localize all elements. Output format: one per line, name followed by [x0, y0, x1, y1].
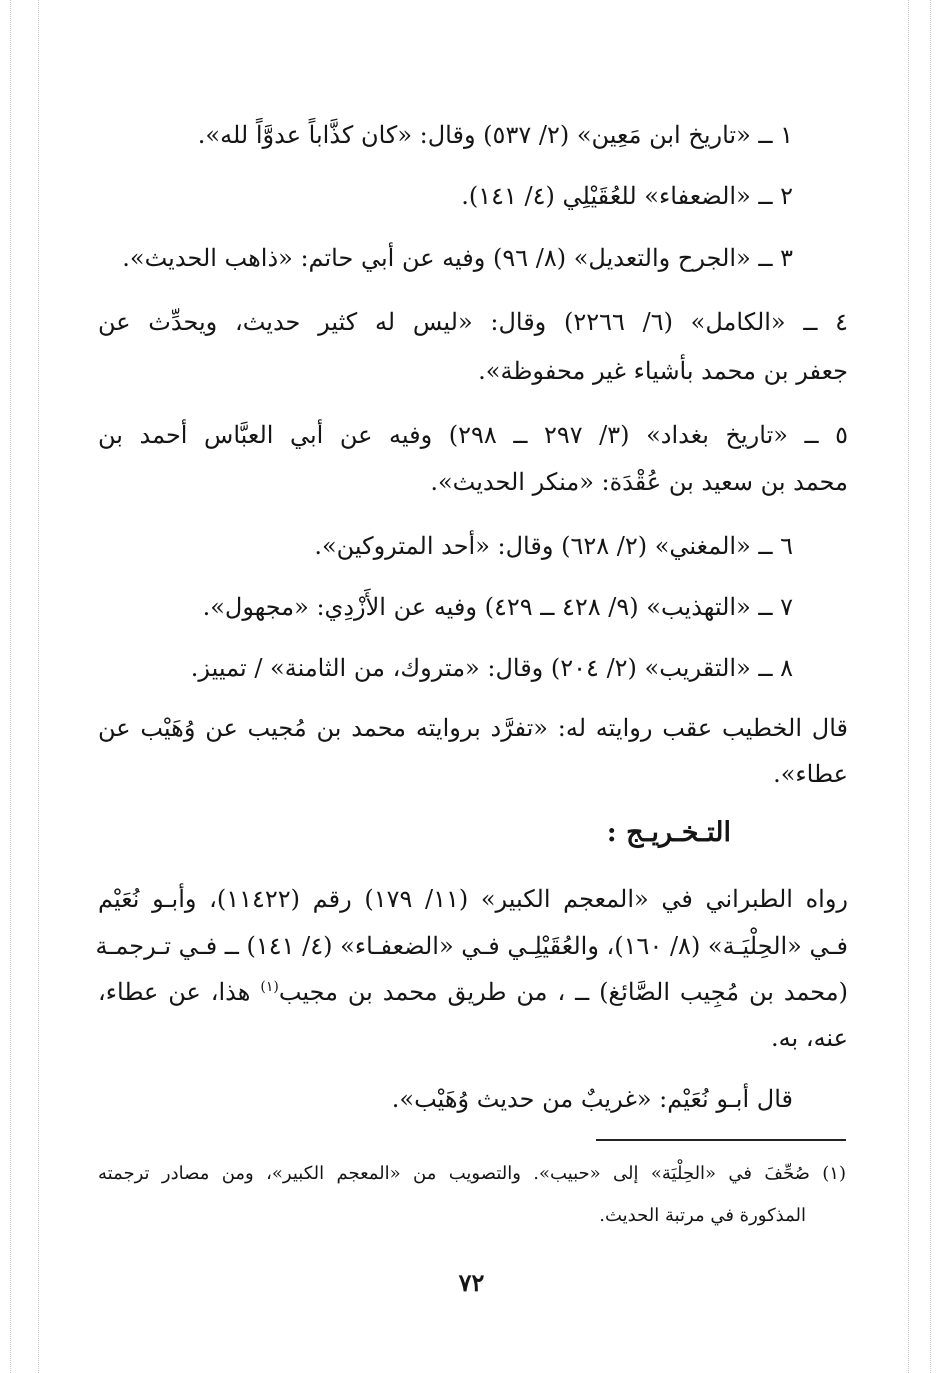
source-text: «المغني» (٢/ ٦٢٨) وقال: «أحد المتروكين». [314, 532, 751, 560]
source-item-6 [314, 531, 793, 561]
source-text: «الضعفاء» للعُقَيْلِي (٤/ ١٤١). [461, 182, 751, 210]
takhrij-text: هذا، عن عطاء، [98, 978, 261, 1006]
margin-guide [10, 0, 11, 1373]
source-number: ٧ ــ [758, 593, 793, 621]
takhrij-line [98, 977, 848, 1007]
source-number: ٦ ــ [758, 532, 793, 560]
source-item-5 [98, 420, 848, 450]
source-number: ١ ــ [758, 121, 793, 149]
source-number: ٣ ــ [758, 244, 793, 272]
source-text: «التقريب» (٢/ ٢٠٤) وقال: «متروك، من الثامنة» / تمييز. [190, 654, 751, 682]
source-text: «الجرح والتعديل» (٨/ ٩٦) وفيه عن أبي حاتم: «ذاهب الحديث». [122, 244, 751, 272]
section-heading: التـخـريـج : [606, 817, 731, 848]
khatib-note-continuation: عطاء». [773, 760, 848, 788]
abu-nuaym-quote: قال أبـو نُعَيْم: «غريبٌ من حديث وُهَيْب». [391, 1085, 793, 1113]
footnote-divider [596, 1139, 846, 1141]
source-item-4 [98, 307, 848, 337]
source-number: ٤ ــ [803, 308, 848, 336]
footnote-line: (١) صُحِّفَ في «الحِلْيَة» إلى «حبيب». والتصويب من «المعجم الكبير»، ومن مصادر ترجمته [98, 1163, 846, 1184]
source-text: «تاريخ بغداد» (٣/ ٢٩٧ ــ ٢٩٨) وفيه عن أبي العبَّاس أحمد بن [98, 421, 788, 449]
source-number: ٥ ــ [804, 421, 849, 449]
margin-guide [38, 0, 39, 1373]
margin-guide [930, 0, 931, 1373]
page-number: ٧٢ [458, 1268, 485, 1297]
source-text: «التهذيب» (٩/ ٤٢٨ ــ ٤٢٩) وفيه عن الأَزْدِي: «مجهول». [202, 593, 751, 621]
takhrij-line: عنه، به. [771, 1024, 848, 1052]
source-number: ٢ ــ [758, 182, 793, 210]
source-item-5-continuation: محمد بن سعيد بن عُقْدَة: «منكر الحديث». [430, 468, 848, 496]
takhrij-text: (محمد بن مُجِيب الصَّائغ) ــ ، من طريق محمد بن مجيب [278, 978, 848, 1006]
source-item-4-continuation: جعفر بن محمد بأشياء غير محفوظة». [478, 357, 848, 385]
source-number: ٨ ــ [758, 654, 793, 682]
margin-guide [908, 0, 909, 1373]
source-text: «تاريخ ابن مَعِين» (٢/ ٥٣٧) وقال: «كان كذَّاباً عدوَّاً لله». [197, 121, 751, 149]
takhrij-line: فـي «الحِلْيَـة» (٨/ ١٦٠)، والعُقَيْلِـي فـي «الضعفـاء» (٤/ ١٤١) ــ فـي تـرجمـة [95, 932, 848, 960]
source-text: «الكامل» (٦/ ٢٢٦٦) وقال: «ليس له كثير حديث، ويحدِّث عن [98, 308, 786, 336]
footnote-line: المذكورة في مرتبة الحديث. [599, 1205, 806, 1226]
khatib-note: قال الخطيب عقب روايته له: «تفرَّد بروايته محمد بن مُجيب عن وُهَيْب عن [98, 714, 848, 742]
source-item-3 [122, 243, 793, 273]
source-item-7 [203, 592, 793, 622]
source-item-2 [461, 181, 793, 211]
source-item-1 [198, 120, 793, 150]
takhrij-line: رواه الطبراني في «المعجم الكبير» (١١/ ١٧٩) رقم (١١٤٢٢)، وأبـو نُعَيْم [98, 885, 849, 913]
source-item-8 [191, 653, 793, 683]
footnote-marker: (١) [260, 979, 279, 995]
